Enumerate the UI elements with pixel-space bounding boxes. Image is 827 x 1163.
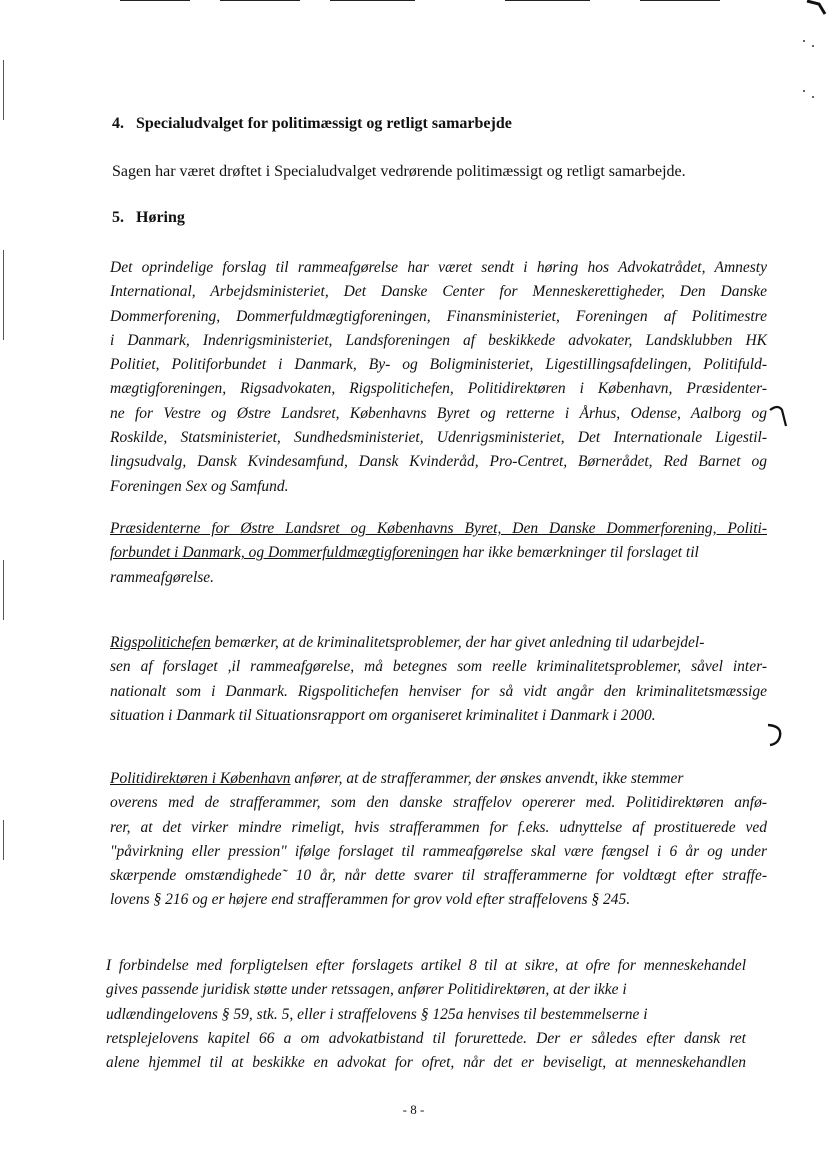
scan-line-top <box>220 0 300 1</box>
text-line <box>110 541 767 565</box>
text-line: udlændingelovens § 59, stk. 5, eller i straffelovens § 125a henvises til bestemmelserne i <box>106 1005 648 1023</box>
section-number: 4. <box>112 115 124 132</box>
corner-mark-icon <box>805 0 827 16</box>
text-line: skærpende omstændighede˜ 10 år, når dette svarer til strafferammerne for voldtægt efter straffe- <box>110 867 767 885</box>
underlined-text: forbundet i Danmark, og Dommerfuldmægtigforeningen <box>110 544 459 562</box>
text-line <box>110 767 767 791</box>
text-line: Præsidenterne for Østre Landsret og Københavns Byret, Den Danske Dommerforening, Politi- <box>110 520 767 537</box>
text-line: lovens § 216 og er højere end strafferammen for grov vold efter straffelovens § 245. <box>110 891 631 909</box>
underlined-text: Rigspolitichefen <box>110 634 211 651</box>
no-remarks-paragraph <box>110 517 767 590</box>
text-line: overens med de strafferammer, som den danske straffelov opererer med. Politidirektøren anfø- <box>110 794 767 812</box>
section-title: Specialudvalget for politimæssigt og retligt samarbejde <box>136 115 512 132</box>
scan-line-top <box>505 0 590 1</box>
text-line: nationalt som i Danmark. Rigspolitichefen henviser for så vidt angår den kriminalitetsmæssige <box>110 682 767 700</box>
section-5-heading <box>112 208 185 228</box>
text-line: rer, at det virker mindre rimeligt, hvis strafferammen for f.eks. udnyttelse af prostituerede ved <box>110 818 767 836</box>
rigspolitichefen-paragraph <box>110 631 767 728</box>
scan-speck <box>812 96 814 98</box>
section-number: 5. <box>112 209 124 226</box>
text-line: i Danmark, Indenrigsministeriet, Landsforeningen af beskikkede advokater, Landsklubben HK <box>110 331 767 349</box>
text-line: ne for Vestre og Østre Landsret, Københavns Byret og retterne i Århus, Odense, Aalborg og <box>110 404 767 422</box>
text-line: "påvirkning eller pression" ifølge forslaget til rammeafgørelse skal være fængsel i 6 år og under <box>110 842 767 860</box>
text-line: alene hjemmel til at beskikke en advokat for ofret, når det er beviseligt, at menneskehandlen <box>106 1054 746 1072</box>
text-line: sen af forslaget ,il rammeafgørelse, må betegnes som reelle kriminalitetsproblemer, såvel inter- <box>110 658 767 676</box>
margin-line <box>3 250 4 340</box>
text-line: Politiet, Politiforbundet i Danmark, By- og Boligministeriet, Ligestillingsafdelingen, Politifuld- <box>110 356 767 374</box>
section-title: Høring <box>136 209 185 226</box>
scan-line-top <box>330 0 415 1</box>
politidirektoren-paragraph <box>110 767 767 913</box>
margin-hook-icon <box>768 404 790 428</box>
text-line: rammeafgørelse. <box>110 568 215 586</box>
text-line: Roskilde, Statsministeriet, Sundhedsministeriet, Udenrigsministeriet, Det Internationale Ligestil- <box>110 429 767 447</box>
margin-line <box>3 820 4 860</box>
text-line: Foreningen Sex og Samfund. <box>110 477 289 495</box>
margin-line <box>3 560 4 620</box>
text-line <box>110 631 767 655</box>
text-span: har ikke bemærkninger til forslaget til <box>458 544 699 562</box>
text-line: Det oprindelige forslag til rammeafgørelse har været sendt i høring hos Advokatrådet, Amnesty <box>110 259 767 276</box>
text-line: situation i Danmark til Situationsrapport om organiseret kriminalitet i Danmark i 2000. <box>110 706 656 724</box>
scan-speck <box>812 45 814 47</box>
scan-speck <box>803 40 805 42</box>
section-4-heading <box>112 114 512 134</box>
section-4-text: Sagen har været drøftet i Specialudvalget vedrørende politimæssigt og retligt samarbejde. <box>112 163 686 180</box>
underlined-text: Politidirektøren i København <box>110 770 291 787</box>
scan-line-top <box>120 0 190 1</box>
page-number: - 8 - <box>402 1102 425 1117</box>
text-span: anfører, at de strafferammer, der ønskes anvendt, ikke stemmer <box>290 770 684 787</box>
text-line: lingsudvalg, Dansk Kvindesamfund, Dansk Kvinderåd, Pro-Centret, Børnerådet, Red Barnet og <box>110 453 767 471</box>
margin-bracket-icon <box>764 722 786 748</box>
scan-line-top <box>640 0 720 1</box>
victim-support-paragraph <box>106 954 746 1075</box>
hearing-list-paragraph <box>110 256 767 499</box>
text-line: Dommerforening, Dommerfuldmægtigforeningen, Finansministeriet, Foreningen af Politimestre <box>110 307 767 325</box>
text-span: bemærker, at de kriminalitetsproblemer, der har givet anledning til udarbejdel- <box>210 634 705 651</box>
margin-line <box>3 60 4 120</box>
scan-speck <box>803 90 805 92</box>
text-line: gives passende juridisk støtte under retssagen, anfører Politidirektøren, at der ikke i <box>106 981 627 999</box>
text-line: retsplejelovens kapitel 66 a om advokatbistand til forurettede. Der er således efter dansk ret <box>106 1029 746 1047</box>
text-line: mægtigforeningen, Rigsadvokaten, Rigspolitichefen, Politidirektøren i København, Præsidenter- <box>110 380 767 398</box>
text-line: I forbindelse med forpligtelsen efter forslagets artikel 8 til at sikre, at ofre for menneskehandel <box>106 957 746 974</box>
text-line: International, Arbejdsministeriet, Det Danske Center for Menneskerettigheder, Den Danske <box>110 283 767 301</box>
